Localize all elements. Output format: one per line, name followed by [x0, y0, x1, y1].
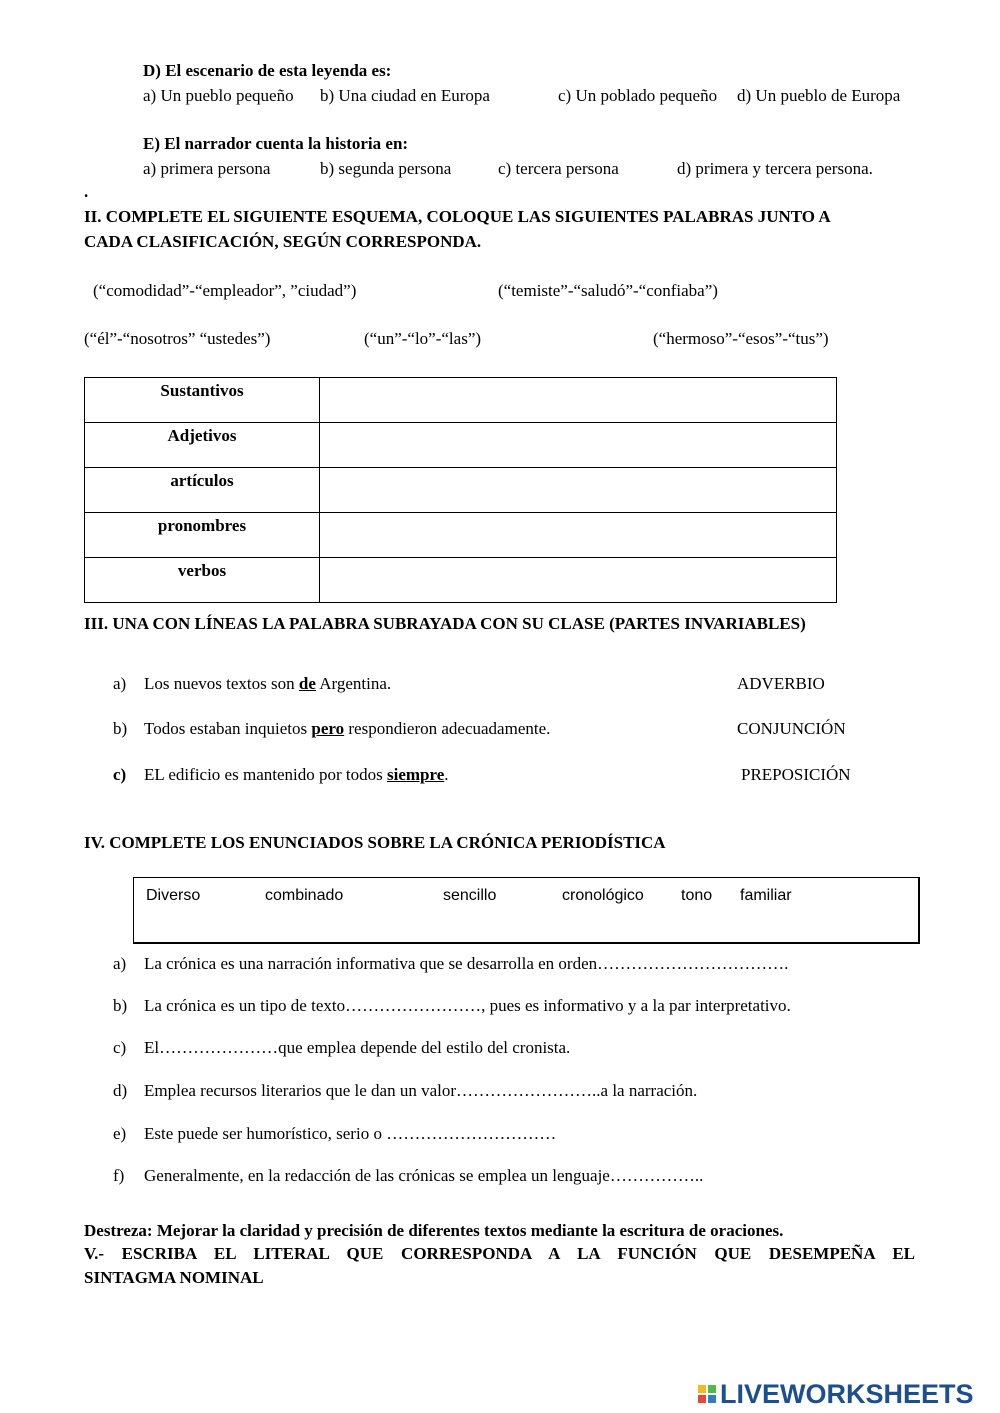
logo-square: [698, 1395, 706, 1403]
sentence-c: [144, 765, 449, 785]
section-5-heading-line1: V.- ESCRIBA EL LITERAL QUE CORRESPONDA A LA FUNCIÓN QUE DESEMPEÑA EL: [84, 1244, 915, 1263]
completion-sentence: Este puede ser humorístico, serio o …………………………: [144, 1124, 557, 1143]
question-d-option-a: a) Un pueblo pequeño: [143, 86, 294, 105]
sentence-text: respondieron adecuadamente.: [344, 719, 551, 738]
answer-cell[interactable]: [320, 423, 837, 468]
logo-text: LIVEWORKSHEETS: [720, 1378, 974, 1409]
item-letter: b): [113, 719, 128, 738]
word-bank-item: cronológico: [562, 887, 644, 904]
question-e-option-b: b) segunda persona: [320, 159, 452, 178]
word-bank-box: [133, 877, 920, 944]
item-letter: a): [113, 954, 127, 973]
completion-sentence: Generalmente, en la redacción de las crónicas se emplea un lenguaje……………..: [144, 1166, 704, 1185]
liveworksheets-logo[interactable]: [698, 1378, 974, 1410]
sentence-text: .: [444, 765, 449, 784]
destreza-text: Destreza: Mejorar la claridad y precisión de diferentes textos mediante la escritura de oraciones.: [84, 1221, 784, 1240]
classification-table: [84, 377, 837, 603]
word-bank-item: combinado: [265, 887, 344, 904]
question-d-option-d: d) Un pueblo de Europa: [737, 86, 901, 105]
underlined-word: pero: [311, 719, 345, 738]
row-label: pronombres: [85, 513, 320, 558]
section-5-heading-line2: SINTAGMA NOMINAL: [84, 1268, 264, 1287]
sentence-text: Los nuevos textos son: [144, 674, 299, 693]
logo-square: [708, 1395, 716, 1403]
answer-cell[interactable]: [320, 378, 837, 423]
stray-mark: .: [84, 182, 89, 201]
question-d-option-c: c) Un poblado pequeño: [558, 86, 718, 105]
table-row: [85, 468, 837, 513]
word-bank-item: familiar: [740, 887, 792, 904]
item-letter: c): [113, 765, 127, 784]
word-bank-item: sencillo: [443, 887, 497, 904]
completion-sentence: El…………………que emplea depende del estilo del cronista.: [144, 1038, 571, 1057]
logo-mark-icon: [698, 1385, 716, 1403]
row-label: Adjetivos: [85, 423, 320, 468]
word-group-sustantivos: (“comodidad”-“empleador”, ”ciudad”): [93, 281, 357, 300]
item-letter: c): [113, 1038, 127, 1057]
word-group-articulos: (“un”-“lo”-“las”): [364, 329, 482, 348]
table-row: [85, 558, 837, 603]
question-d-title: D) El escenario de esta leyenda es:: [143, 61, 392, 80]
sentence-text: EL edificio es mantenido por todos: [144, 765, 387, 784]
question-e-option-a: a) primera persona: [143, 159, 271, 178]
logo-square: [708, 1385, 716, 1393]
sentence-a: [144, 674, 391, 694]
word-group-pronombres: (“él”-“nosotros” “ustedes”): [84, 329, 271, 348]
section-4-heading: IV. COMPLETE LOS ENUNCIADOS SOBRE LA CRÓNICA PERIODÍSTICA: [84, 833, 666, 852]
question-d-option-b: b) Una ciudad en Europa: [320, 86, 490, 105]
section-3-heading: III. UNA CON LÍNEAS LA PALABRA SUBRAYADA CON SU CLASE (PARTES INVARIABLES): [84, 614, 806, 633]
completion-sentence: La crónica es un tipo de texto……………………, pues es informativo y a la par interpretativo.: [144, 996, 791, 1015]
word-class-label: ADVERBIO: [737, 674, 825, 693]
item-letter: f): [113, 1166, 125, 1185]
row-label: verbos: [85, 558, 320, 603]
item-letter: a): [113, 674, 127, 693]
question-e-option-d: d) primera y tercera persona.: [677, 159, 873, 178]
item-letter: d): [113, 1081, 128, 1100]
answer-cell[interactable]: [320, 468, 837, 513]
section-2-heading-line2: CADA CLASIFICACIÓN, SEGÚN CORRESPONDA.: [84, 232, 482, 251]
answer-cell[interactable]: [320, 513, 837, 558]
item-letter: e): [113, 1124, 127, 1143]
underlined-word: de: [298, 674, 316, 693]
item-letter: b): [113, 996, 128, 1015]
completion-sentence: Emplea recursos literarios que le dan un valor……………………..a la narración.: [144, 1081, 698, 1100]
sentence-b: [144, 719, 550, 739]
underlined-word: siempre: [386, 765, 445, 784]
row-label: Sustantivos: [85, 378, 320, 423]
word-class-label: CONJUNCIÓN: [737, 719, 846, 738]
section-2-heading-line1: II. COMPLETE EL SIGUIENTE ESQUEMA, COLOQUE LAS SIGUIENTES PALABRAS JUNTO A: [84, 207, 831, 226]
word-class-label: PREPOSICIÓN: [741, 765, 851, 784]
question-e-title: E) El narrador cuenta la historia en:: [143, 134, 409, 153]
question-e-option-c: c) tercera persona: [498, 159, 619, 178]
row-label: artículos: [85, 468, 320, 513]
word-group-adjetivos: (“hermoso”-“esos”-“tus”): [653, 329, 829, 348]
sentence-text: Argentina.: [315, 674, 392, 693]
answer-cell[interactable]: [320, 558, 837, 603]
table-row: [85, 513, 837, 558]
table-row: [85, 423, 837, 468]
word-bank-item: tono: [681, 887, 713, 904]
completion-sentence: La crónica es una narración informativa que se desarrolla en orden…………………………….: [144, 954, 789, 973]
table-row: [85, 378, 837, 423]
sentence-text: Todos estaban inquietos: [144, 719, 312, 738]
word-bank-item: Diverso: [146, 887, 201, 904]
word-group-verbos: (“temiste”-“saludó”-“confiaba”): [498, 281, 718, 300]
logo-square: [698, 1385, 706, 1393]
